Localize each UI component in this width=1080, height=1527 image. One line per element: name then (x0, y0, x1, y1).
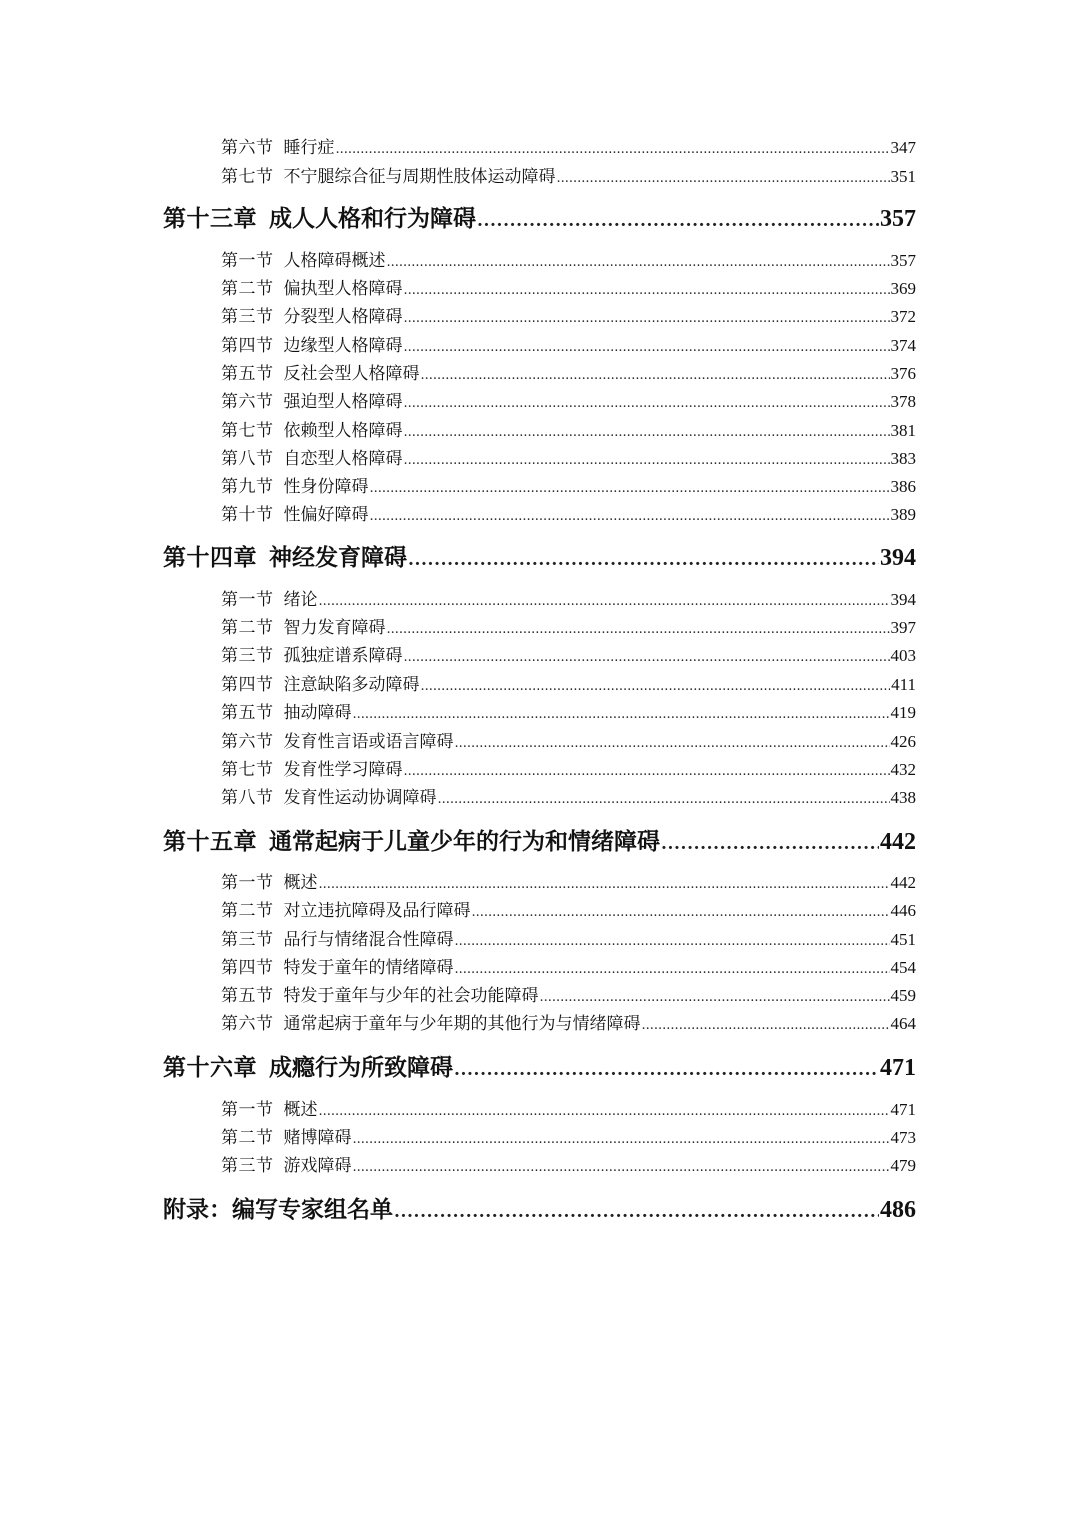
dot-leader (404, 390, 890, 416)
section-title: 反社会型人格障碍 (283, 364, 420, 384)
chapter-number: 第十六章 (163, 1054, 257, 1081)
dot-leader (387, 616, 890, 642)
dot-leader (353, 1154, 890, 1180)
section-title: 游戏障碍 (283, 1156, 352, 1176)
section-title: 抽动障碍 (283, 703, 352, 723)
toc-section-entry[interactable] (221, 165, 916, 189)
dot-leader (319, 588, 890, 614)
section-number: 第三节 (221, 307, 274, 327)
toc-section-entry[interactable] (221, 644, 916, 668)
toc-section-entry[interactable] (221, 616, 916, 640)
section-number: 第六节 (221, 732, 274, 752)
section-number: 第一节 (221, 873, 274, 893)
page-number: 442 (880, 829, 916, 855)
section-number: 第二节 (221, 901, 274, 921)
toc-section-entry[interactable] (221, 786, 916, 810)
page-number: 394 (880, 545, 916, 571)
chapter-title: 通常起病于儿童少年的行为和情绪障碍 (269, 828, 660, 855)
dot-leader (404, 334, 890, 360)
chapter-number: 第十三章 (163, 205, 257, 232)
dot-leader (540, 984, 890, 1010)
dot-leader (455, 730, 890, 756)
section-title: 发育性运动协调障碍 (283, 788, 437, 808)
section-number: 第七节 (221, 760, 274, 780)
toc-section-entry[interactable] (221, 730, 916, 754)
section-number: 第七节 (221, 167, 274, 187)
section-number: 第一节 (221, 590, 274, 610)
section-title: 性身份障碍 (283, 477, 369, 497)
dot-leader (404, 447, 890, 473)
page-number: 369 (890, 279, 916, 298)
dot-leader (353, 1126, 890, 1152)
section-number: 第九节 (221, 477, 274, 497)
section-title: 偏执型人格障碍 (283, 279, 403, 299)
toc-section-entry[interactable] (221, 1154, 916, 1178)
section-title: 自恋型人格障碍 (283, 449, 403, 469)
section-number: 第四节 (221, 958, 274, 978)
page-number: 403 (890, 646, 916, 665)
dot-leader (438, 786, 890, 812)
dot-leader (370, 475, 890, 501)
dot-leader (404, 419, 890, 445)
section-number: 第七节 (221, 421, 274, 441)
section-title: 孤独症谱系障碍 (283, 646, 403, 666)
page-number: 381 (890, 421, 916, 440)
toc-section-entry[interactable] (221, 1012, 916, 1036)
chapter-number: 第十四章 (163, 544, 257, 571)
dot-leader (454, 1053, 879, 1085)
section-number: 第三节 (221, 930, 274, 950)
section-number: 第五节 (221, 364, 274, 384)
dot-leader (319, 1098, 890, 1124)
chapter-title: 神经发育障碍 (269, 544, 407, 571)
toc-section-entry[interactable] (221, 928, 916, 952)
section-number: 第六节 (221, 138, 274, 158)
chapter-title: 成瘾行为所致障碍 (269, 1054, 453, 1081)
section-number: 第二节 (221, 279, 274, 299)
page-number: 451 (890, 930, 916, 949)
section-number: 第三节 (221, 646, 274, 666)
page-number: 432 (890, 760, 916, 779)
toc-section-entry[interactable] (221, 390, 916, 414)
toc-section-entry[interactable] (221, 871, 916, 895)
toc-section-entry[interactable] (221, 503, 916, 527)
section-title: 智力发育障碍 (283, 618, 386, 638)
toc-appendix-entry[interactable] (163, 1195, 916, 1225)
chapter-title: 成人人格和行为障碍 (269, 205, 476, 232)
dot-leader (404, 277, 890, 303)
toc-section-entry[interactable] (221, 1098, 916, 1122)
toc-section-entry[interactable] (221, 334, 916, 358)
page-number: 394 (890, 590, 916, 609)
dot-leader (642, 1012, 890, 1038)
page-number: 426 (890, 732, 916, 751)
section-number: 第八节 (221, 449, 274, 469)
page-number: 454 (890, 958, 916, 977)
section-title: 特发于童年的情绪障碍 (283, 958, 454, 978)
section-title: 依赖型人格障碍 (283, 421, 403, 441)
section-title: 睡行症 (283, 138, 335, 158)
page-number: 383 (890, 449, 916, 468)
section-title: 不宁腿综合征与周期性肢体运动障碍 (283, 167, 556, 187)
section-title: 注意缺陷多动障碍 (283, 675, 420, 695)
page-number: 372 (890, 307, 916, 326)
section-number: 第六节 (221, 1014, 274, 1034)
page-number: 473 (890, 1128, 916, 1147)
dot-leader (387, 249, 890, 275)
section-title: 分裂型人格障碍 (283, 307, 403, 327)
section-title: 发育性言语或语言障碍 (283, 732, 454, 752)
page-number: 389 (890, 505, 916, 524)
page-number: 376 (890, 364, 916, 383)
toc-section-entry[interactable] (221, 447, 916, 471)
section-title: 赌博障碍 (283, 1128, 352, 1148)
page-number: 438 (890, 788, 916, 807)
dot-leader (370, 503, 890, 529)
section-title: 发育性学习障碍 (283, 760, 403, 780)
dot-leader (353, 701, 890, 727)
toc-section-entry[interactable] (221, 701, 916, 725)
section-title: 边缘型人格障碍 (283, 336, 403, 356)
toc-section-entry[interactable] (221, 136, 916, 160)
section-number: 第十节 (221, 505, 274, 525)
chapter-number: 第十五章 (163, 828, 257, 855)
page-number: 486 (880, 1197, 916, 1223)
page-number: 397 (890, 618, 916, 637)
section-number: 第一节 (221, 251, 274, 271)
dot-leader (404, 305, 890, 331)
section-number: 第二节 (221, 1128, 274, 1148)
section-title: 人格障碍概述 (283, 251, 386, 271)
page-number: 464 (890, 1014, 916, 1033)
toc-section-entry[interactable] (221, 588, 916, 612)
page-number: 411 (891, 675, 916, 694)
toc-chapter-entry[interactable] (163, 543, 916, 573)
toc-section-entry[interactable] (221, 899, 916, 923)
section-number: 第六节 (221, 392, 274, 412)
toc-section-entry[interactable] (221, 475, 916, 499)
page-number: 479 (890, 1156, 916, 1175)
page-number: 386 (890, 477, 916, 496)
page-number: 471 (890, 1100, 916, 1119)
section-title: 概述 (283, 1100, 318, 1120)
section-number: 第五节 (221, 986, 274, 1006)
section-title: 通常起病于童年与少年期的其他行为与情绪障碍 (283, 1014, 641, 1034)
dot-leader (477, 204, 879, 236)
section-number: 第八节 (221, 788, 274, 808)
toc-section-entry[interactable] (221, 305, 916, 329)
section-number: 第一节 (221, 1100, 274, 1120)
dot-leader (661, 827, 879, 859)
page-number: 442 (890, 873, 916, 892)
toc-section-entry[interactable] (221, 362, 916, 386)
page-number: 347 (890, 138, 916, 157)
section-title: 特发于童年与少年的社会功能障碍 (283, 986, 539, 1006)
toc-section-entry[interactable] (221, 277, 916, 301)
toc-section-entry[interactable] (221, 1126, 916, 1150)
section-title: 品行与情绪混合性障碍 (283, 930, 454, 950)
dot-leader (404, 758, 890, 784)
page-number: 378 (890, 392, 916, 411)
page-number: 357 (890, 251, 916, 270)
dot-leader (421, 673, 891, 699)
page-number: 419 (890, 703, 916, 722)
section-number: 第三节 (221, 1156, 274, 1176)
page-number: 446 (890, 901, 916, 920)
dot-leader (404, 644, 890, 670)
section-title: 概述 (283, 873, 318, 893)
toc-section-entry[interactable] (221, 673, 916, 697)
page-number: 471 (880, 1055, 916, 1081)
appendix-title: 附录：编写专家组名单 (163, 1196, 393, 1223)
toc-chapter-entry[interactable] (163, 1053, 916, 1083)
toc-section-entry[interactable] (221, 984, 916, 1008)
dot-leader (472, 899, 890, 925)
toc-section-entry[interactable] (221, 956, 916, 980)
dot-leader (455, 928, 890, 954)
section-number: 第四节 (221, 336, 274, 356)
toc-chapter-entry[interactable] (163, 827, 916, 857)
page-number: 459 (890, 986, 916, 1005)
dot-leader (455, 956, 890, 982)
section-title: 性偏好障碍 (283, 505, 369, 525)
toc-section-entry[interactable] (221, 758, 916, 782)
toc-section-entry[interactable] (221, 419, 916, 443)
dot-leader (336, 136, 890, 162)
section-number: 第五节 (221, 703, 274, 723)
section-title: 对立违抗障碍及品行障碍 (283, 901, 471, 921)
dot-leader (408, 543, 879, 575)
section-title: 强迫型人格障碍 (283, 392, 403, 412)
dot-leader (394, 1195, 879, 1227)
toc-section-entry[interactable] (221, 249, 916, 273)
dot-leader (557, 165, 890, 191)
page-number: 351 (890, 167, 916, 186)
section-number: 第四节 (221, 675, 274, 695)
toc-chapter-entry[interactable] (163, 204, 916, 234)
page-number: 357 (880, 206, 916, 232)
dot-leader (421, 362, 890, 388)
section-title: 绪论 (283, 590, 318, 610)
page-number: 374 (890, 336, 916, 355)
dot-leader (319, 871, 890, 897)
section-number: 第二节 (221, 618, 274, 638)
